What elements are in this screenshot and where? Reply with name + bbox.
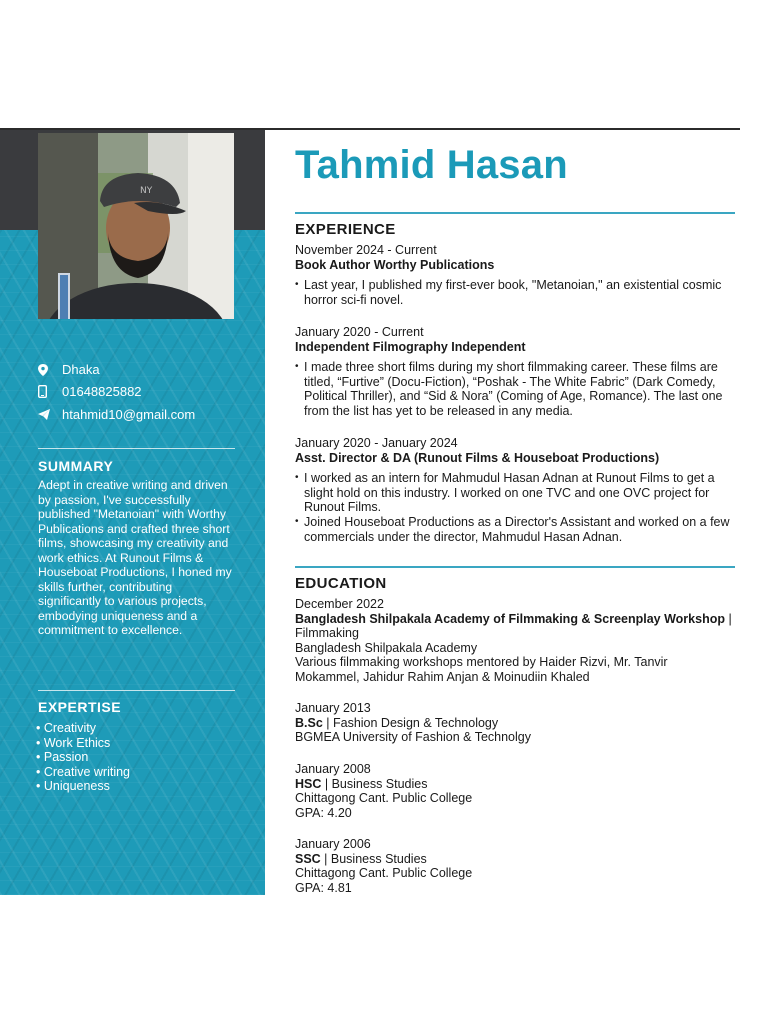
candidate-name: Tahmid Hasan (295, 143, 568, 187)
map-pin-icon (38, 364, 62, 376)
education-school: Chittagong Cant. Public College (295, 791, 473, 806)
email-link[interactable]: htahmid10@gmail.com (62, 407, 196, 422)
experience-title: Asst. Director & DA (Runout Films & Houseboat Productions) (295, 450, 660, 465)
sidebar-divider (38, 448, 235, 449)
education-degree-line (295, 777, 735, 792)
experience-heading: EXPERIENCE (295, 221, 396, 238)
education-gpa: GPA: 4.81 (295, 880, 352, 895)
experience-bullet: • I worked as an intern for Mahmudul Hasan Adnan at Runout Films to get a slight hold on this industry. I worked on one TVC and one OVC project for Runout Films. (295, 471, 735, 515)
education-school: Bangladesh Shilpakala Academy (295, 640, 478, 655)
experience-bullet: • Joined Houseboat Productions as a Director's Assistant and worked on a few commercials under the director, Mahmudul Hasan Adnan. (295, 515, 735, 544)
education-degree-line (295, 716, 735, 731)
expertise-item: • Passion (36, 750, 130, 765)
education-entry (295, 837, 735, 895)
education-date: January 2013 (295, 701, 371, 715)
education-degree: Bangladesh Shilpakala Academy of Filmmaking & Screenplay Workshop (295, 611, 725, 626)
education-field: | Business Studies (320, 851, 427, 866)
experience-bullet: • Last year, I published my first-ever book, "Metanoian," an existential cosmic horror sci-fi novel. (295, 278, 735, 307)
education-entry (295, 701, 735, 745)
education-degree: HSC (295, 776, 322, 791)
experience-bullets (295, 278, 735, 307)
section-divider (295, 212, 735, 214)
sidebar-divider (38, 690, 235, 691)
education-degree-line (295, 612, 735, 641)
profile-photo (38, 133, 234, 319)
phone-text: 01648825882 (62, 384, 142, 399)
experience-entry (295, 436, 735, 544)
experience-date: January 2020 - Current (295, 325, 424, 339)
contact-email (38, 407, 195, 422)
experience-entry (295, 325, 735, 419)
experience-title: Book Author Worthy Publications (295, 257, 495, 272)
expertise-item: • Creativity (36, 721, 130, 736)
education-degree: SSC (295, 851, 321, 866)
svg-text:NY: NY (140, 186, 153, 196)
education-gpa: GPA: 4.20 (295, 805, 352, 820)
summary-text: Adept in creative writing and driven by passion, I've successfully published "Metanoian" with Worthy Publications and crafted three short films, showcasing my creativity and work ethics. At Runout Films & Houseboat Productions, I honed my skills further, contributing significantly to various projects, embodying uniqueness and a commitment to excellence. (38, 478, 232, 637)
experience-bullets (295, 471, 735, 544)
expertise-item: • Uniqueness (36, 779, 130, 794)
experience-date: January 2020 - January 2024 (295, 436, 458, 450)
education-heading: EDUCATION (295, 575, 387, 592)
section-divider (295, 566, 735, 568)
education-degree-line (295, 852, 735, 867)
send-icon (38, 409, 62, 420)
location-text: Dhaka (62, 362, 100, 377)
phone-icon (38, 385, 62, 398)
contact-phone (38, 384, 142, 399)
experience-title: Independent Filmography Independent (295, 339, 526, 354)
expertise-heading: EXPERTISE (38, 699, 122, 715)
education-date: January 2006 (295, 837, 371, 851)
education-date: January 2008 (295, 762, 371, 776)
expertise-list (36, 721, 130, 794)
education-field: | Filmmaking (295, 611, 732, 641)
education-entry (295, 597, 735, 685)
experience-entry (295, 243, 735, 307)
education-field: | Fashion Design & Technology (322, 715, 499, 730)
education-field: | Business Studies (321, 776, 428, 791)
education-school: BGMEA University of Fashion & Technolgy (295, 730, 531, 745)
expertise-item: • Work Ethics (36, 736, 130, 751)
sidebar (0, 130, 265, 895)
profile-photo-illustration (38, 133, 234, 319)
education-note: Various filmmaking workshops mentored by Haider Rizvi, Mr. Tanvir Mokammel, Jahidur Rahim Anjan & Moinudiin Khaled (295, 655, 668, 684)
expertise-item: • Creative writing (36, 765, 130, 780)
experience-bullet: • I made three short films during my short filmmaking career. These films are titled, “Furtive” (Docu-Fiction), “Poshak - The White Fabric” (Dark Comedy, Political Thriller), and “Sid & Nora” (Coming of Age, Romance). The last one from the list has yet to be released in any media. (295, 360, 735, 418)
education-date: December 2022 (295, 597, 384, 611)
experience-date: November 2024 - Current (295, 243, 437, 257)
education-degree: B.Sc (295, 715, 323, 730)
education-school: Chittagong Cant. Public College (295, 866, 473, 881)
experience-bullets (295, 360, 735, 418)
summary-heading: SUMMARY (38, 458, 114, 474)
contact-location (38, 362, 100, 377)
education-entry (295, 762, 735, 820)
